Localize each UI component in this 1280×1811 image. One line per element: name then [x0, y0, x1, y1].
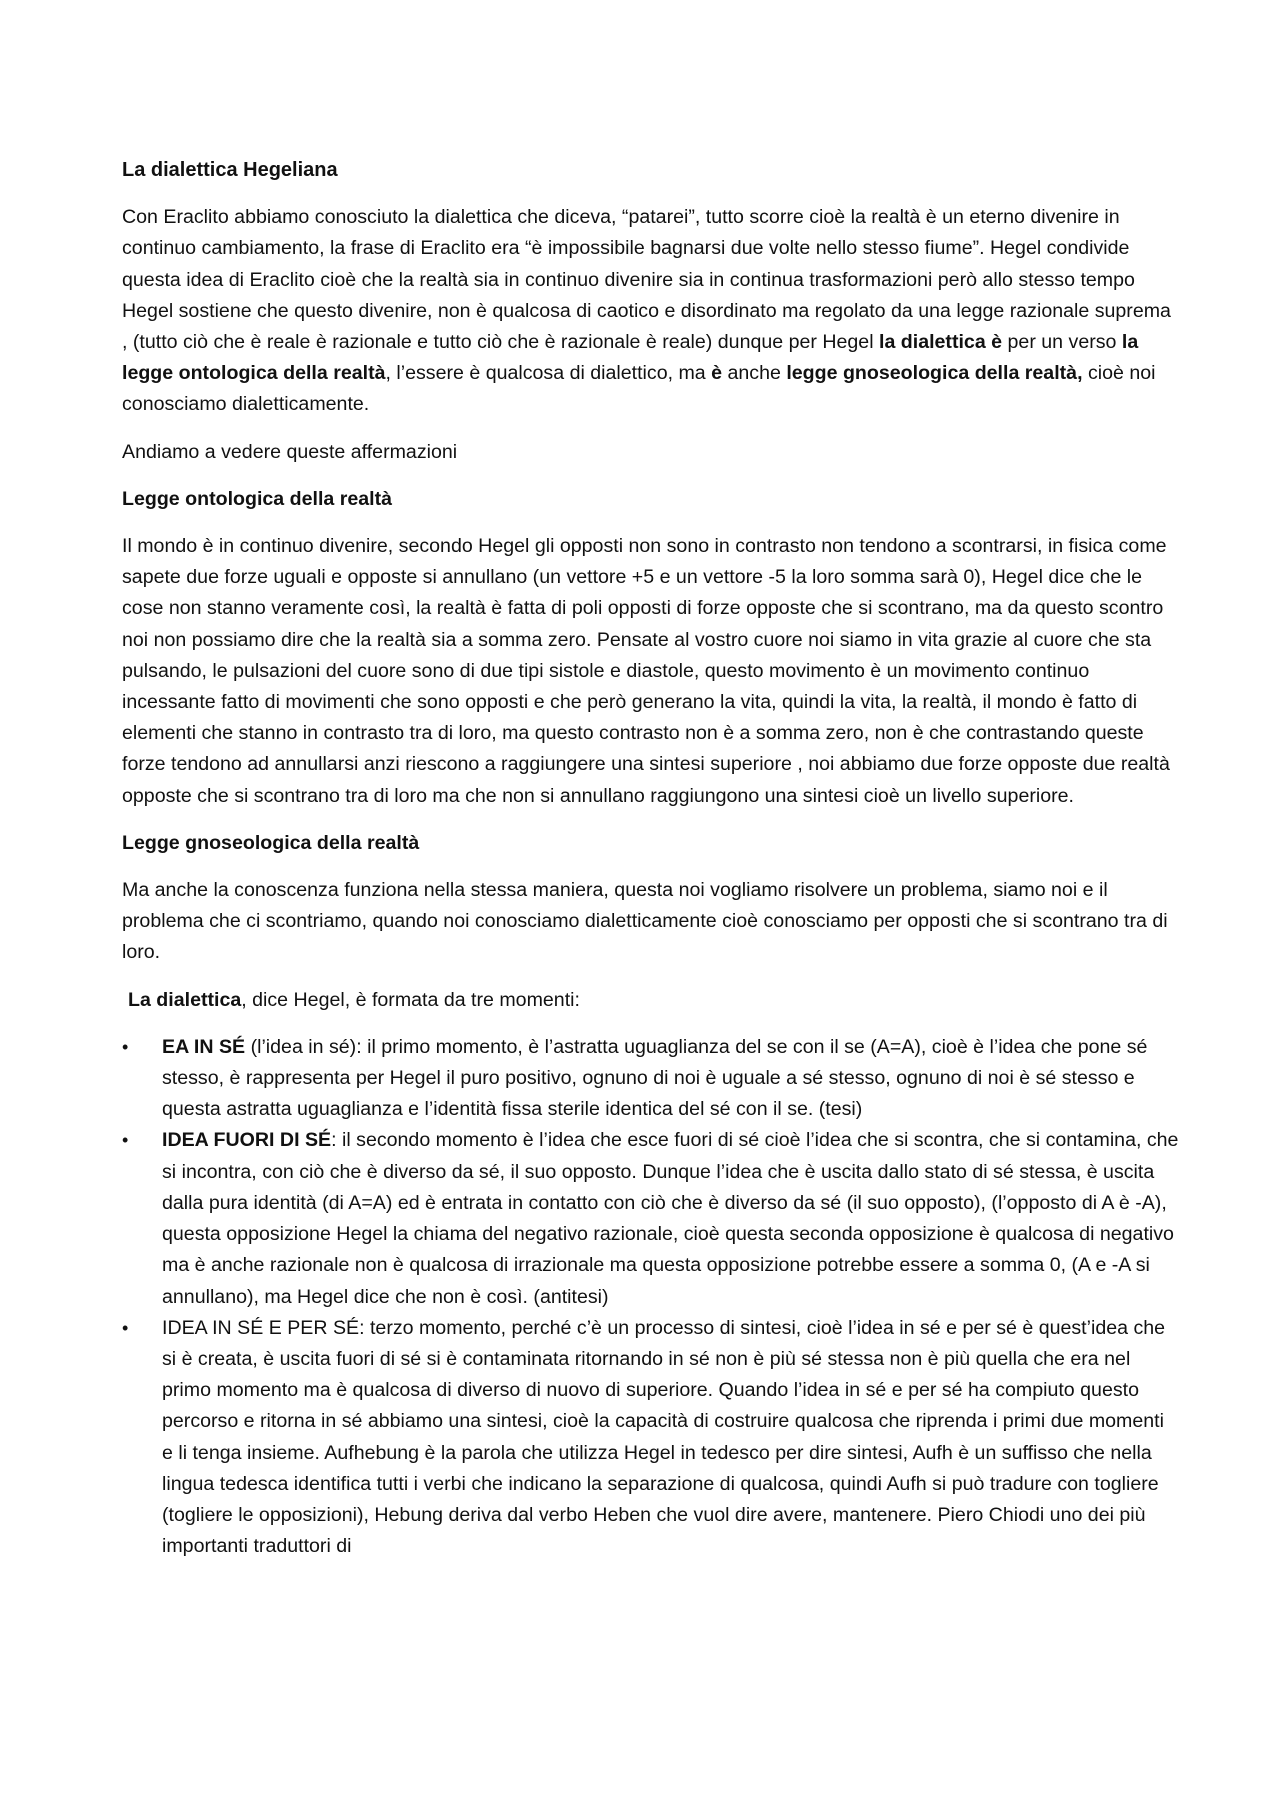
document-title: La dialettica Hegeliana	[122, 159, 338, 181]
intro-text-c: per un verso	[1002, 331, 1122, 354]
intro-text-d: , l’essere è qualcosa di dialettico, ma	[385, 362, 712, 385]
list-item	[122, 1125, 1180, 1312]
intro-text-a: Con Eraclito abbiamo conosciuto la dialettica che diceva, “patarei”, tutto scorre cioè la realtà è un eterno divenire in continuo cambiamento, la frase di Eraclito era “è impossibile bagnarsi due volte nello stesso fiume”. Hegel condivide questa idea di Eraclito cioè che la realtà sia in continuo divenire sia in continua trasformazioni però allo stesso tempo Hegel sostiene che questo divenire, non è qualcosa di caotico e disordinato ma regolato da una legge razionale suprema , (tutto ciò che è reale è razionale e tutto ciò che è razionale è reale) dunque per Hegel	[122, 206, 1171, 354]
ontological-law-heading: Legge ontologica della realtà	[122, 487, 393, 510]
bullet-icon: •	[122, 1317, 129, 1338]
gnoseological-law-heading: Legge gnoseologica della realtà	[122, 831, 420, 854]
list-item	[122, 1313, 1180, 1563]
intro-text-e: anche	[722, 362, 787, 385]
bullet-icon: •	[122, 1130, 129, 1151]
intro-paragraph	[122, 202, 1180, 420]
bullet-icon: •	[122, 1036, 129, 1057]
intro-bold-1: la dialettica è	[879, 331, 1003, 354]
moment-text: IDEA IN SÉ E PER SÉ: terzo momento, perché c’è un processo di sintesi, cioè l’idea in sé e per sé è quest’idea che si è creata, è uscita fuori di sé si è contaminata ritornando in sé non è più sé stessa non è più quella che era nel primo momento ma è qualcosa di diverso di nuovo di superiore. Quando l’idea in sé e per sé ha compiuto questo percorso e ritorna in sé abbiamo una sintesi, cioè la capacità di costruire qualcosa che riprenda i primi due momenti e li tenga insieme. Aufhebung è la parola che utilizza Hegel in tedesco per dire sintesi, Aufh è un suffisso che nella lingua tedesca identifica tutti i verbi che indicano la separazione di qualcosa, quindi Aufh si può tradure con togliere (togliere le opposizioni), Hebung deriva dal verbo Heben che vuol dire avere, mantenere. Piero Chiodi uno dei più importanti traduttori di	[162, 1316, 1166, 1558]
moment-title: EA IN SÉ	[162, 1035, 246, 1058]
moment-text: (l’idea in sé): il primo momento, è l’astratta uguaglianza del se con il se (A=A), cioè è l’idea che pone sé stesso, è rappresenta per Hegel il puro positivo, ognuno di noi è uguale a sé stesso, ognuno di noi è sé stesso e questa astratta uguaglianza e l’identità fissa sterile identica del sé con il se. (tesi)	[162, 1035, 1148, 1121]
moment-title: IDEA FUORI DI SÉ	[162, 1129, 332, 1152]
ontological-law-paragraph: Il mondo è in continuo divenire, secondo Hegel gli opposti non sono in contrasto non tendono a scontrarsi, in fisica come sapete due forze uguali e opposte si annullano (un vettore +5 e un vettore -5 la loro somma sarà 0), Hegel dice che le cose non stanno veramente così, la realtà è fatta di poli opposti di forze opposte che si scontrano, ma da questo scontro noi non possiamo dire che la realtà sia a somma zero. Pensate al vostro cuore noi siamo in vita grazie al cuore che sta pulsando, le pulsazioni del cuore sono di due tipi sistole e diastole, questo movimento è un movimento continuo incessante fatto di movimenti che sono opposti e che però generano la vita, quindi la vita, la realtà, il mondo è fatto di elementi che stanno in contrasto tra di loro, ma questo contrasto non è a somma zero, non è che contrastando queste forze tendono ad annullarsi anzi riescono a raggiungere una sintesi superiore , noi abbiamo due forze opposte due realtà opposte che si scontrano tra di loro ma che non si annullano raggiungono una sintesi cioè un livello superiore.	[122, 535, 1170, 807]
three-moments-intro	[122, 985, 1180, 1016]
moments-list	[122, 1032, 1180, 1562]
intro-text-f: cioè noi conosciamo dialetticamente.	[122, 362, 1156, 416]
gnoseological-law-paragraph: Ma anche la conoscenza funziona nella stessa maniera, questa noi vogliamo risolvere un problema, siamo noi e il problema che ci scontriamo, quando noi conosciamo dialetticamente cioè conosciamo per opposti che si scontrano tra di loro.	[122, 879, 1168, 964]
intro-bold-2: la legge ontologica della realtà	[122, 331, 1139, 385]
document-page	[122, 155, 1180, 1562]
moment-text: : il secondo momento è l’idea che esce fuori di sé cioè l’idea che si scontra, che si contamina, che si incontra, con ciò che è diverso da sé, il suo opposto. Dunque l’idea che è uscita dallo stato di sé stessa, è uscita dalla pura identità (di A=A) ed è entrata in contatto con ciò che è diverso da sé (il suo opposto), (l’opposto di A è -A), questa opposizione Hegel la chiama del negativo razionale, cioè questa seconda opposizione è qualcosa di negativo ma è anche razionale non è qualcosa di irrazionale ma questa opposizione potrebbe essere a somma 0, (A e -A si annullano), ma Hegel dice che non è così. (antitesi)	[162, 1129, 1179, 1308]
intro-bold-3: è	[711, 362, 723, 385]
three-moments-bold: La dialettica	[128, 988, 242, 1011]
three-moments-rest: , dice Hegel, è formata da tre momenti:	[241, 988, 580, 1011]
list-item	[122, 1032, 1180, 1126]
intro-bold-4: legge gnoseologica della realtà,	[786, 362, 1083, 385]
intro-followup: Andiamo a vedere queste affermazioni	[122, 440, 458, 463]
